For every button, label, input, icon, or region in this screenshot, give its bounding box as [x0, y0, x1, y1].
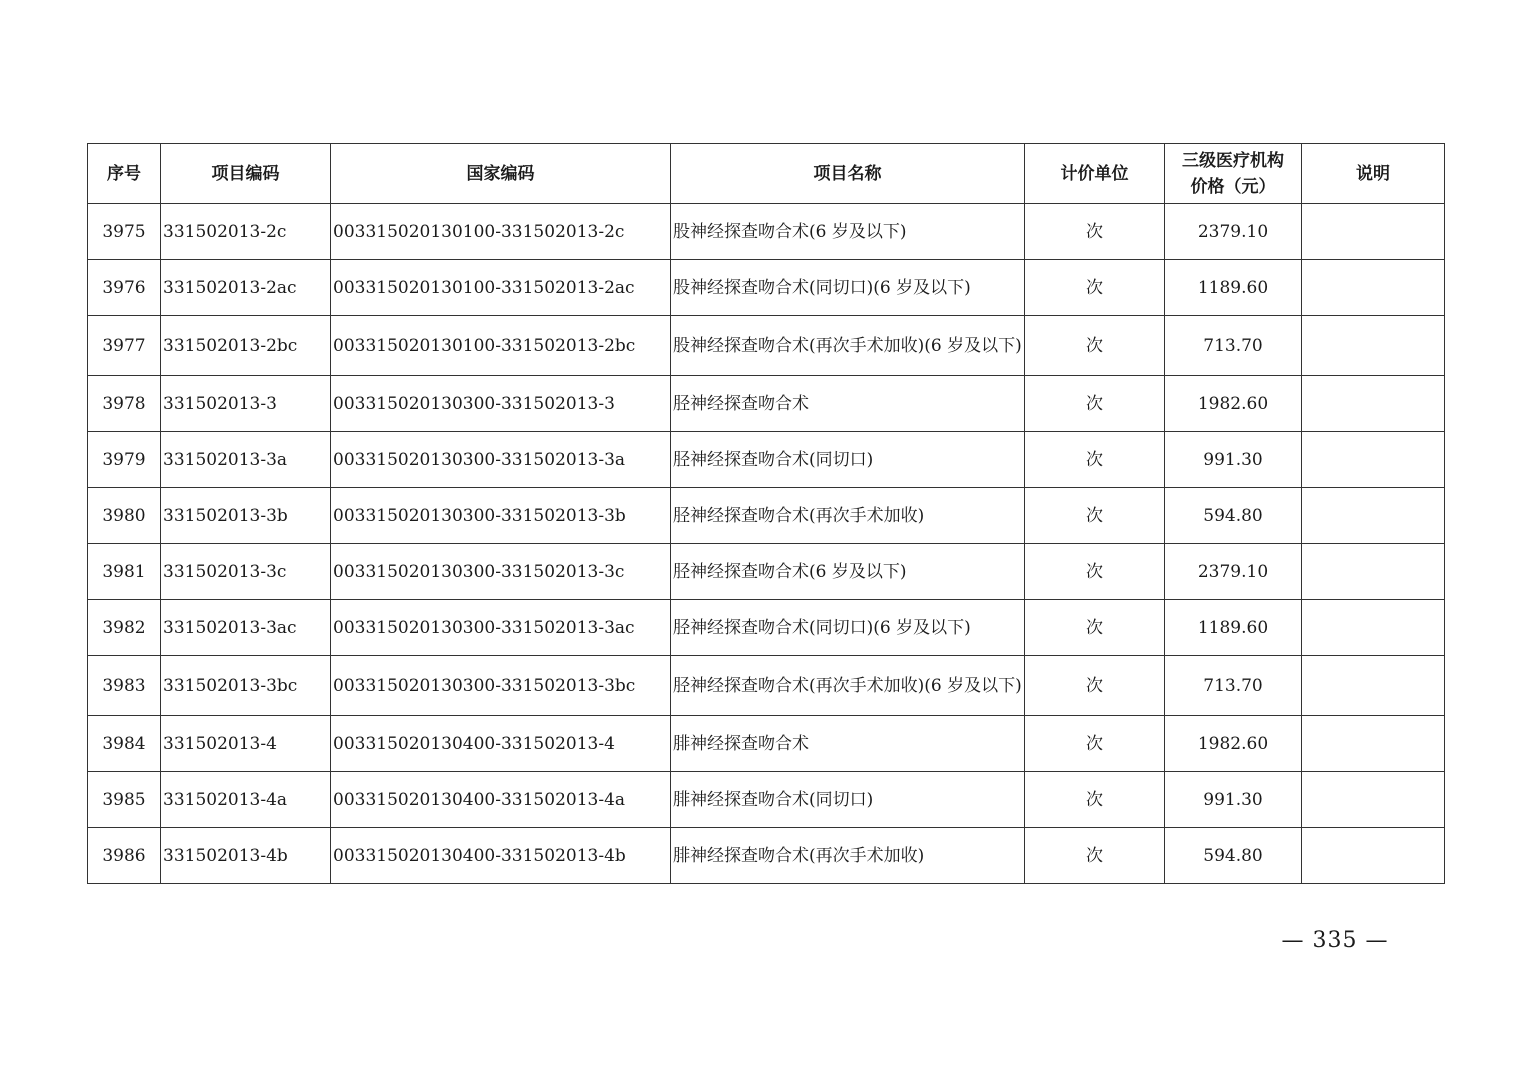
cell-unit: 次 [1025, 488, 1165, 544]
cell-unit: 次 [1025, 376, 1165, 432]
cell-price: 594.80 [1165, 488, 1302, 544]
header-national-code: 国家编码 [331, 144, 671, 204]
cell-national-code: 003315020130300-331502013-3b [331, 488, 671, 544]
cell-price: 991.30 [1165, 432, 1302, 488]
cell-unit: 次 [1025, 204, 1165, 260]
cell-national-code: 003315020130400-331502013-4a [331, 772, 671, 828]
cell-note [1302, 316, 1445, 376]
table-row [88, 204, 1445, 260]
price-table [87, 143, 1445, 884]
cell-unit: 次 [1025, 544, 1165, 600]
cell-seq: 3984 [88, 716, 161, 772]
header-seq: 序号 [88, 144, 161, 204]
cell-code: 331502013-3c [161, 544, 331, 600]
cell-note [1302, 656, 1445, 716]
table-header-row [88, 144, 1445, 204]
cell-price: 1189.60 [1165, 600, 1302, 656]
header-price [1165, 144, 1302, 204]
table-row [88, 600, 1445, 656]
cell-note [1302, 432, 1445, 488]
cell-code: 331502013-3bc [161, 656, 331, 716]
cell-name: 胫神经探查吻合术(再次手术加收) [671, 488, 1025, 544]
cell-note [1302, 376, 1445, 432]
cell-seq: 3978 [88, 376, 161, 432]
header-note: 说明 [1302, 144, 1445, 204]
cell-name: 胫神经探查吻合术(再次手术加收)(6 岁及以下) [671, 656, 1025, 716]
cell-unit: 次 [1025, 828, 1165, 884]
cell-code: 331502013-3a [161, 432, 331, 488]
cell-name: 腓神经探查吻合术(再次手术加收) [671, 828, 1025, 884]
cell-name: 股神经探查吻合术(6 岁及以下) [671, 204, 1025, 260]
cell-price: 1982.60 [1165, 376, 1302, 432]
cell-seq: 3977 [88, 316, 161, 376]
cell-national-code: 003315020130100-331502013-2ac [331, 260, 671, 316]
table-row [88, 772, 1445, 828]
cell-note [1302, 716, 1445, 772]
cell-name: 腓神经探查吻合术 [671, 716, 1025, 772]
cell-code: 331502013-2bc [161, 316, 331, 376]
cell-price: 1189.60 [1165, 260, 1302, 316]
cell-price: 2379.10 [1165, 204, 1302, 260]
cell-seq: 3979 [88, 432, 161, 488]
cell-unit: 次 [1025, 600, 1165, 656]
cell-name: 胫神经探查吻合术(6 岁及以下) [671, 544, 1025, 600]
cell-unit: 次 [1025, 656, 1165, 716]
cell-price: 713.70 [1165, 656, 1302, 716]
cell-national-code: 003315020130400-331502013-4 [331, 716, 671, 772]
cell-seq: 3985 [88, 772, 161, 828]
cell-note [1302, 772, 1445, 828]
cell-price: 594.80 [1165, 828, 1302, 884]
cell-price: 713.70 [1165, 316, 1302, 376]
cell-note [1302, 828, 1445, 884]
cell-code: 331502013-4 [161, 716, 331, 772]
header-code: 项目编码 [161, 144, 331, 204]
cell-note [1302, 204, 1445, 260]
header-name: 项目名称 [671, 144, 1025, 204]
table-row [88, 656, 1445, 716]
cell-code: 331502013-4b [161, 828, 331, 884]
cell-national-code: 003315020130100-331502013-2c [331, 204, 671, 260]
cell-national-code: 003315020130400-331502013-4b [331, 828, 671, 884]
cell-code: 331502013-3ac [161, 600, 331, 656]
cell-note [1302, 260, 1445, 316]
cell-price: 2379.10 [1165, 544, 1302, 600]
cell-national-code: 003315020130300-331502013-3c [331, 544, 671, 600]
cell-code: 331502013-2c [161, 204, 331, 260]
header-price-line1: 三级医疗机构 [1182, 150, 1284, 171]
cell-national-code: 003315020130300-331502013-3a [331, 432, 671, 488]
cell-unit: 次 [1025, 316, 1165, 376]
cell-name: 腓神经探查吻合术(同切口) [671, 772, 1025, 828]
table-row [88, 828, 1445, 884]
cell-national-code: 003315020130300-331502013-3bc [331, 656, 671, 716]
cell-national-code: 003315020130100-331502013-2bc [331, 316, 671, 376]
header-price-line2: 价格（元） [1190, 176, 1276, 197]
cell-seq: 3982 [88, 600, 161, 656]
table-row [88, 544, 1445, 600]
cell-seq: 3983 [88, 656, 161, 716]
cell-unit: 次 [1025, 260, 1165, 316]
cell-national-code: 003315020130300-331502013-3ac [331, 600, 671, 656]
cell-unit: 次 [1025, 716, 1165, 772]
cell-note [1302, 600, 1445, 656]
cell-code: 331502013-3b [161, 488, 331, 544]
cell-seq: 3980 [88, 488, 161, 544]
cell-code: 331502013-4a [161, 772, 331, 828]
table-row [88, 716, 1445, 772]
table-row [88, 376, 1445, 432]
cell-code: 331502013-3 [161, 376, 331, 432]
cell-price: 991.30 [1165, 772, 1302, 828]
table-row [88, 432, 1445, 488]
cell-unit: 次 [1025, 432, 1165, 488]
cell-seq: 3976 [88, 260, 161, 316]
page-number: — 335 — [1281, 928, 1389, 953]
cell-price: 1982.60 [1165, 716, 1302, 772]
table-row [88, 488, 1445, 544]
cell-seq: 3986 [88, 828, 161, 884]
cell-seq: 3981 [88, 544, 161, 600]
cell-name: 股神经探查吻合术(同切口)(6 岁及以下) [671, 260, 1025, 316]
header-unit: 计价单位 [1025, 144, 1165, 204]
table-body [88, 204, 1445, 884]
cell-name: 胫神经探查吻合术(同切口)(6 岁及以下) [671, 600, 1025, 656]
cell-seq: 3975 [88, 204, 161, 260]
cell-unit: 次 [1025, 772, 1165, 828]
cell-code: 331502013-2ac [161, 260, 331, 316]
table-row [88, 260, 1445, 316]
table-row [88, 316, 1445, 376]
cell-national-code: 003315020130300-331502013-3 [331, 376, 671, 432]
cell-note [1302, 488, 1445, 544]
cell-name: 股神经探查吻合术(再次手术加收)(6 岁及以下) [671, 316, 1025, 376]
cell-note [1302, 544, 1445, 600]
cell-name: 胫神经探查吻合术(同切口) [671, 432, 1025, 488]
cell-name: 胫神经探查吻合术 [671, 376, 1025, 432]
